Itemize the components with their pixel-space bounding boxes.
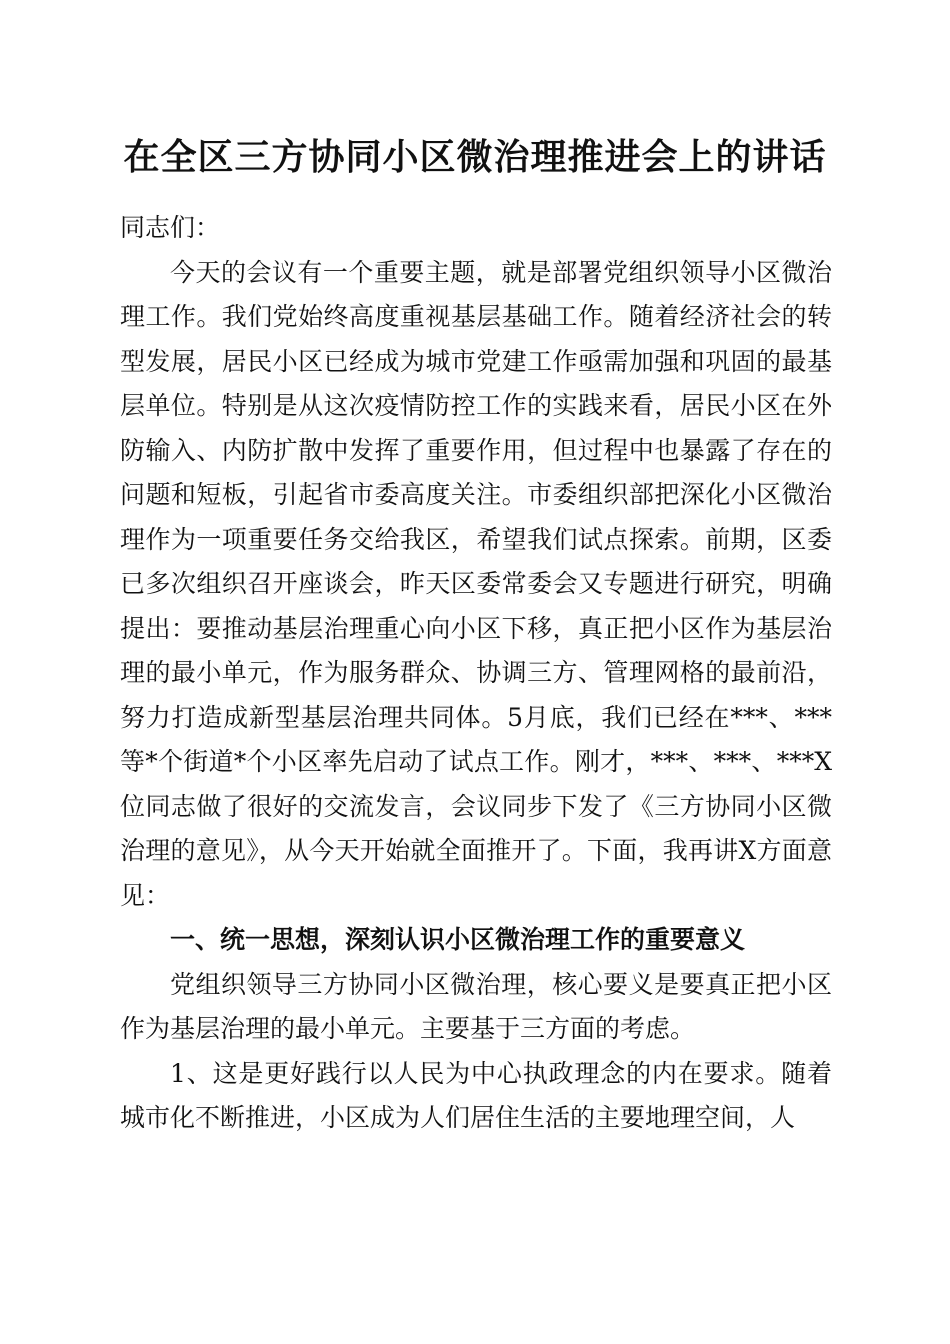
paragraph-intro: 今天的会议有一个重要主题，就是部署党组织领导小区微治理工作。我们党始终高度重视基层基础工作。随着经济社会的转型发展，居民小区已经成为城市党建工作亟需加强和巩固的最基层单位。特别是从这次疫情防控工作的实践来看，居民小区在外防输入、内防扩散中发挥了重要作用，但过程中也暴露了存在的问题和短板，引起省市委高度关注。市委组织部把深化小区微治理作为一项重要任务交给我区，希望我们试点探索。前期，区委已多次组织召开座谈会，昨天区委常委会又专题进行研究，明确提出：要推动基层治理重心向小区下移，真正把小区作为基层治理的最小单元，作为服务群众、协调三方、管理网格的最前沿，努力打造成新型基层治理共同体。5月底，我们已经在***、***等*个街道*个小区率先启动了试点工作。刚才，***、***、***X位同志做了很好的交流发言，会议同步下发了《三方协同小区微治理的意见》，从今天开始就全面推开了。下面，我再讲X方面意见： bbox=[120, 257, 832, 910]
paragraph-2: 党组织领导三方协同小区微治理，核心要义是要真正把小区作为基层治理的最小单元。主要基于三方面的考虑。 bbox=[120, 969, 832, 1043]
salutation: 同志们： bbox=[120, 213, 221, 242]
document-title: 在全区三方协同小区微治理推进会上的讲话 bbox=[123, 137, 827, 178]
document-body bbox=[120, 206, 832, 1141]
paragraph-3: 1、这是更好践行以人民为中心执政理念的内在要求。随着城市化不断推进，小区成为人们居住生活的主要地理空间，人 bbox=[120, 1058, 832, 1132]
section-heading-1: 一、统一思想，深刻认识小区微治理工作的重要意义 bbox=[170, 925, 746, 954]
